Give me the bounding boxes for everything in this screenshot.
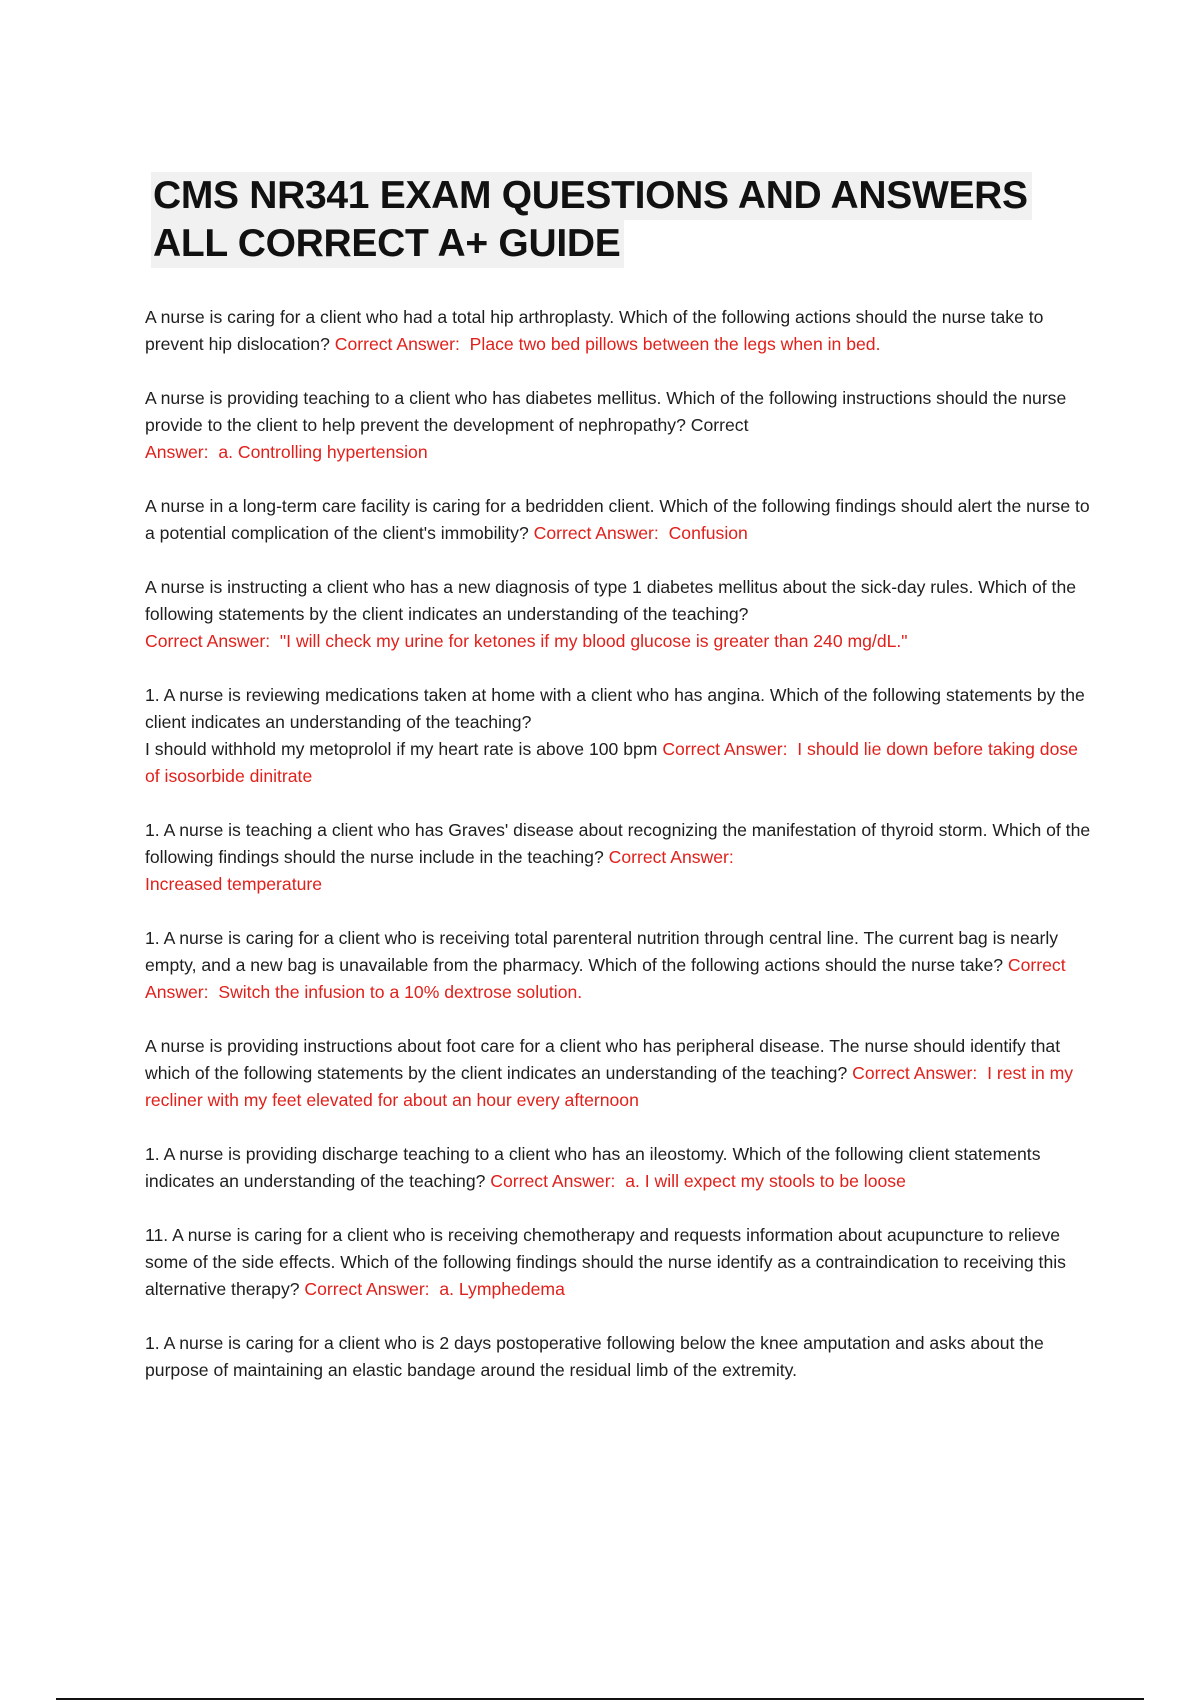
correct-answer: Correct Answer: "I will check my urine for ketones if my blood glucose is greater than 240 mg/dL.": [145, 631, 908, 651]
qa-item: [145, 574, 1095, 655]
document-title: [151, 172, 1091, 268]
question-text: 11. A nurse is caring for a client who is receiving chemotherapy and requests information about acupuncture to relieve some of the side effects. Which of the following findings should the nurse identify as a contraindication to receiving this alternative therapy?: [145, 1225, 1071, 1299]
correct-answer: Correct Answer: a. Lymphedema: [304, 1279, 565, 1299]
title-line-2: ALL CORRECT A+ GUIDE: [151, 220, 624, 268]
correct-answer: Correct Answer: Place two bed pillows between the legs when in bed.: [334, 334, 881, 354]
question-text: A nurse is caring for a client who had a total hip arthroplasty. Which of the following actions should the nurse take to prevent hip dislocation?: [145, 307, 1049, 354]
qa-item: [145, 1033, 1095, 1114]
qa-item: [145, 817, 1095, 898]
question-text: 1. A nurse is caring for a client who is 2 days postoperative following below the knee amputation and asks about the purpose of maintaining an elastic bandage around the residual limb of the extremity.: [145, 1333, 1049, 1380]
question-text: 1. A nurse is reviewing medications taken at home with a client who has angina. Which of the following statements by the client indicates an understanding of the teaching? I should withhold my metoprolol if my heart rate is above 100 bpm: [145, 685, 1085, 759]
correct-answer: Correct Answer: Switch the infusion to a 10% dextrose solution.: [145, 955, 1070, 1002]
qa-item: [145, 1330, 1095, 1384]
qa-list: [145, 304, 1095, 1411]
qa-item: [145, 304, 1095, 358]
correct-answer: Correct Answer: a. I will expect my stools to be loose: [490, 1171, 906, 1191]
qa-item: [145, 1141, 1095, 1195]
correct-answer: Correct Answer: Confusion: [533, 523, 748, 543]
qa-item: [145, 385, 1095, 466]
correct-answer: Correct Answer: Increased temperature: [145, 847, 734, 894]
correct-answer: Correct Answer: I should lie down before taking dose of isosorbide dinitrate: [145, 739, 1083, 786]
qa-item: [145, 682, 1095, 790]
correct-answer: Answer: a. Controlling hypertension: [145, 442, 428, 462]
question-text: A nurse is instructing a client who has a new diagnosis of type 1 diabetes mellitus about the sick-day rules. Which of the following statements by the client indicates an understanding of the teaching?: [145, 577, 1077, 624]
question-text: 1. A nurse is teaching a client who has Graves' disease about recognizing the manifestation of thyroid storm. Which of the following findings should the nurse include in the teaching?: [145, 820, 1096, 867]
title-line-1: CMS NR341 EXAM QUESTIONS AND ANSWERS: [151, 172, 1032, 220]
qa-item: [145, 925, 1095, 1006]
question-text: 1. A nurse is providing discharge teaching to a client who has an ileostomy. Which of the following client statements indicates an understanding of the teaching?: [145, 1144, 1046, 1191]
qa-item: [145, 1222, 1095, 1303]
qa-item: [145, 493, 1095, 547]
question-text: A nurse is providing teaching to a client who has diabetes mellitus. Which of the following instructions should the nurse provide to the client to help prevent the development of nephropathy? Correct: [145, 388, 1067, 435]
correct-answer: Correct Answer: I rest in my recliner with my feet elevated for about an hour every afternoon: [145, 1063, 1078, 1110]
question-text: 1. A nurse is caring for a client who is receiving total parenteral nutrition through central line. The current bag is nearly empty, and a new bag is unavailable from the pharmacy. Which of the following actions should the nurse take?: [145, 928, 1063, 975]
question-text: A nurse is providing instructions about foot care for a client who has peripheral disease. The nurse should identify that which of the following statements by the client indicates an understanding of the teaching?: [145, 1036, 1065, 1083]
question-text: A nurse in a long-term care facility is caring for a bedridden client. Which of the following findings should alert the nurse to a potential complication of the client's immobility?: [145, 496, 1095, 543]
